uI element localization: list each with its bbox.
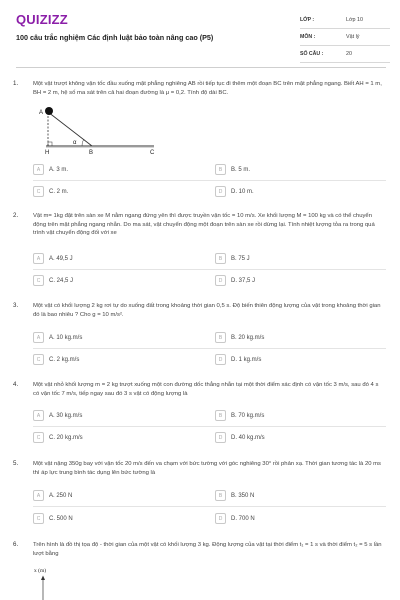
answer-option-a[interactable] bbox=[33, 409, 82, 422]
question-text: Vật m= 1kg đặt trên sàn xe M nằm ngang đứng yên thì được truyền vận tốc = 10 m/s. Xe khối lượng M = 100 kg và có thể chuyển động trên mặt phẳng ngang nhẵn. Do ma sát, vật chuyển động một đoạn trên sàn xe rồi dừng lại. Tính nhiệt lượng tỏa ra trong quá trình vật chuyển động đối với xe bbox=[33, 213, 375, 237]
worksheet-header bbox=[0, 0, 400, 66]
figure-label-alpha: α bbox=[73, 140, 77, 146]
answer-option-a[interactable] bbox=[33, 163, 68, 176]
question-number: 3. bbox=[13, 302, 19, 309]
option-text: A. 30 kg.m/s bbox=[49, 412, 83, 419]
figure-label-h: H bbox=[45, 150, 50, 154]
option-letter-box: D bbox=[215, 275, 226, 286]
question-count-value: 20 bbox=[346, 51, 352, 57]
figure-label-c: C bbox=[150, 150, 155, 154]
subject-label: MÔN : bbox=[300, 34, 316, 40]
answer-option-b[interactable] bbox=[215, 409, 264, 422]
option-letter-box: D bbox=[215, 186, 226, 197]
option-letter-box: A bbox=[33, 490, 44, 501]
option-letter-box: C bbox=[33, 186, 44, 197]
figure-label-b: B bbox=[89, 150, 94, 154]
subject-value: Vật lý bbox=[346, 34, 360, 40]
axis-arrow-icon bbox=[41, 576, 45, 581]
option-text: C. 500 N bbox=[49, 515, 73, 522]
option-text: B. 5 m. bbox=[231, 166, 251, 173]
meta-subject-row bbox=[300, 29, 390, 46]
answer-option-d[interactable] bbox=[215, 185, 254, 198]
question-number: 6. bbox=[13, 541, 19, 548]
option-letter-box: B bbox=[215, 253, 226, 264]
question-6 bbox=[0, 541, 400, 600]
answer-option-c[interactable] bbox=[33, 353, 79, 366]
page-title: 100 câu trắc nghiệm Các định luật bảo toàn nâng cao (P5) bbox=[16, 33, 214, 42]
option-text: D. 1 kg.m/s bbox=[231, 356, 262, 363]
option-letter-box: C bbox=[33, 513, 44, 524]
option-letter-box: B bbox=[215, 490, 226, 501]
option-text: D. 37,5 J bbox=[231, 277, 256, 284]
question-4 bbox=[0, 381, 400, 451]
question-5 bbox=[0, 460, 400, 530]
option-text: C. 2 m. bbox=[49, 188, 69, 195]
meta-count-row bbox=[300, 46, 390, 63]
question-text: Một vật nặng 350g bay với vận tốc 20 m/s đến va chạm với bức tường với góc nghiêng 30° rồi phản xạ. Thời gian tương tác là 20 ms thì áp lực trung bình tác dụng lên bức tường là bbox=[33, 461, 382, 476]
figure-label-a: A bbox=[39, 110, 44, 116]
answer-option-d[interactable] bbox=[215, 353, 261, 366]
answer-option-d[interactable] bbox=[215, 274, 255, 287]
option-text: C. 2 kg.m/s bbox=[49, 356, 80, 363]
worksheet-meta bbox=[300, 12, 390, 63]
question-number: 4. bbox=[13, 381, 19, 388]
option-separator bbox=[33, 506, 386, 507]
option-text: A. 49,5 J bbox=[49, 255, 73, 262]
option-text: D. 40 kg.m/s bbox=[231, 434, 265, 441]
option-letter-box: B bbox=[215, 410, 226, 421]
option-letter-box: D bbox=[215, 354, 226, 365]
option-text: A. 10 kg.m/s bbox=[49, 334, 83, 341]
option-letter-box: A bbox=[33, 164, 44, 175]
position-time-graph bbox=[30, 565, 90, 600]
answer-option-b[interactable] bbox=[215, 163, 250, 176]
quizizz-logo: QUIZIZZ bbox=[16, 12, 68, 27]
answer-option-c[interactable] bbox=[33, 512, 73, 525]
answer-option-d[interactable] bbox=[215, 431, 265, 444]
option-text: D. 700 N bbox=[231, 515, 255, 522]
option-text: A. 3 m. bbox=[49, 166, 69, 173]
option-text: D. 10 m. bbox=[231, 188, 254, 195]
question-text: Trên hình là đồ thị tọa độ - thời gian của một vật có khối lượng 3 kg. Động lượng của vật tại thời điểm t₁ = 1 s và thời điểm t₂ = 5 s lần lượt bằng bbox=[33, 542, 382, 557]
answer-option-a[interactable] bbox=[33, 252, 73, 265]
option-text: C. 24,5 J bbox=[49, 277, 74, 284]
option-text: B. 20 kg.m/s bbox=[231, 334, 265, 341]
option-text: B. 75 J bbox=[231, 255, 250, 262]
answer-option-b[interactable] bbox=[215, 252, 250, 265]
option-letter-box: A bbox=[33, 332, 44, 343]
option-text: B. 70 kg.m/s bbox=[231, 412, 265, 419]
answer-option-b[interactable] bbox=[215, 331, 264, 344]
question-1 bbox=[0, 80, 400, 205]
option-letter-box: A bbox=[33, 253, 44, 264]
question-text: Một vật trượt không vận tốc đầu xuống mặt phẳng nghiêng AB rồi tiếp tục đi thêm một đoạn BC trên mặt phẳng ngang. Biết AH = 1 m, BH = 2 m, hệ số ma sát trên cả hai đoạn đường là μ = 0,2. Tính độ dài BC. bbox=[33, 81, 382, 96]
option-text: C. 20 kg.m/s bbox=[49, 434, 83, 441]
incline-plane-figure bbox=[36, 106, 166, 154]
option-letter-box: D bbox=[215, 432, 226, 443]
answer-option-c[interactable] bbox=[33, 431, 83, 444]
question-number: 1. bbox=[13, 80, 19, 87]
answer-option-c[interactable] bbox=[33, 185, 68, 198]
answer-option-a[interactable] bbox=[33, 489, 72, 502]
option-separator bbox=[33, 269, 386, 270]
option-letter-box: C bbox=[33, 432, 44, 443]
meta-class-row bbox=[300, 12, 390, 29]
answer-option-c[interactable] bbox=[33, 274, 73, 287]
option-letter-box: C bbox=[33, 354, 44, 365]
option-text: A. 250 N bbox=[49, 492, 73, 499]
option-text: B. 350 N bbox=[231, 492, 255, 499]
option-letter-box: B bbox=[215, 164, 226, 175]
class-value: Lớp 10 bbox=[346, 17, 364, 23]
class-label: LỚP : bbox=[300, 17, 315, 23]
option-letter-box: C bbox=[33, 275, 44, 286]
question-number: 5. bbox=[13, 460, 19, 467]
option-letter-box: D bbox=[215, 513, 226, 524]
question-2 bbox=[0, 212, 400, 292]
question-text: Một vật nhỏ khối lượng m = 2 kg trượt xuống một con đường dốc thẳng nhẵn tại một thời điểm xác định có vận tốc 3 m/s, sau đó 4 s có vận tốc 7 m/s, tiếp ngay sau đó 3 s vật có động lượng là bbox=[33, 382, 379, 397]
graph-axis-label: x (m) bbox=[34, 568, 47, 574]
header-divider bbox=[16, 67, 386, 68]
option-separator bbox=[33, 348, 386, 349]
answer-option-b[interactable] bbox=[215, 489, 254, 502]
option-separator bbox=[33, 180, 386, 181]
ball-icon bbox=[45, 107, 53, 115]
question-text: Một vật có khối lượng 2 kg rơi tự do xuống đất trong khoảng thời gian 0,5 s. Độ biến thiên động lượng của vật trong khoảng thời gian đó là bao nhiêu ? Cho g = 10 m/s². bbox=[33, 303, 381, 318]
answer-option-a[interactable] bbox=[33, 331, 82, 344]
question-count-label: SỐ CÂU : bbox=[300, 51, 324, 57]
option-separator bbox=[33, 426, 386, 427]
question-3 bbox=[0, 302, 400, 372]
question-number: 2. bbox=[13, 212, 19, 219]
option-letter-box: A bbox=[33, 410, 44, 421]
answer-option-d[interactable] bbox=[215, 512, 255, 525]
option-letter-box: B bbox=[215, 332, 226, 343]
